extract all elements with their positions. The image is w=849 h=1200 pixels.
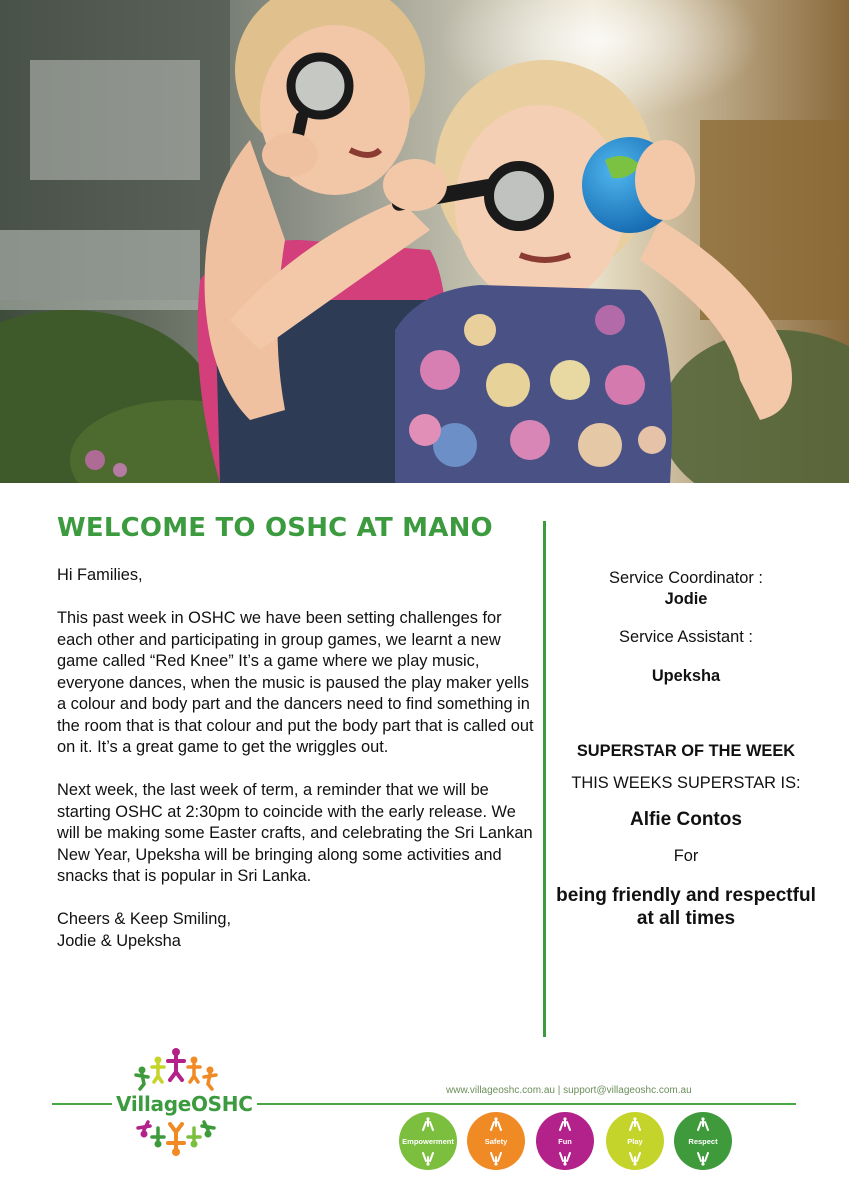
coordinator-label: Service Coordinator :: [609, 569, 763, 587]
letter-paragraph-2: Next week, the last week of term, a reminder that we will be starting OSHC at 2:30pm to coincide with the early release. We will be making some Easter crafts, and celebrating the Sri Lankan New Year, Upeksha will be bringing along some activities and snacks that is popular in Sri Lanka.: [57, 781, 533, 885]
people-icon: [674, 1152, 732, 1166]
superstar-reason: being friendly and respectful at all times: [556, 885, 816, 929]
value-badge-empowerment: [399, 1112, 457, 1170]
value-badge-fun: [536, 1112, 594, 1170]
value-label: Safety: [484, 1137, 508, 1146]
hero-photo: [0, 0, 849, 483]
superstar-subheading: THIS WEEKS SUPERSTAR IS:: [571, 774, 801, 792]
superstar-for-label: For: [673, 847, 699, 865]
contact-info: www.villageoshc.com.au | support@villageoshc.com.au: [446, 1085, 692, 1096]
assistant-label: Service Assistant :: [619, 628, 753, 646]
vertical-divider: [543, 521, 546, 1037]
coordinator-name: Jodie: [664, 590, 708, 608]
value-badge-safety: [467, 1112, 525, 1170]
value-label: Fun: [558, 1137, 572, 1146]
people-icon: [399, 1117, 457, 1131]
value-label: Play: [627, 1137, 643, 1146]
people-icon: [536, 1152, 594, 1166]
sidebar: [548, 568, 824, 930]
footer-line-left: [52, 1103, 112, 1105]
superstar-name: Alfie Contos: [630, 809, 742, 830]
people-icon: [674, 1117, 732, 1131]
children-with-magnifiers-illustration: [0, 0, 849, 483]
superstar-heading: SUPERSTAR OF THE WEEK: [576, 742, 796, 760]
people-icon: [606, 1117, 664, 1131]
assistant-name: Upeksha: [651, 667, 721, 685]
value-badge-respect: [674, 1112, 732, 1170]
people-icon: [467, 1117, 525, 1131]
signature: Jodie & Upeksha: [57, 931, 181, 950]
footer-line-right: [243, 1103, 796, 1105]
letter-paragraph-1: This past week in OSHC we have been setting challenges for each other and participating in group games, we learnt a new game called “Red Knee” It’s a game where we play music, everyone dances, when the music is paused the play maker yells a colour and body part and the dancers need to find something in the room that is that colour and put the body part that is called out on it. It’s a great game to get the wriggles out.: [57, 609, 534, 756]
page-title: WELCOME TO OSHC AT MANO: [57, 513, 493, 543]
signoff: Cheers & Keep Smiling,: [57, 910, 232, 928]
letter-body: [57, 565, 537, 952]
greeting: Hi Families,: [57, 566, 143, 584]
people-icon: [399, 1152, 457, 1166]
people-icon: [467, 1152, 525, 1166]
value-label: Respect: [688, 1137, 718, 1146]
value-label: Empowerment: [402, 1137, 454, 1146]
logo-wordmark: VillageOSHC: [112, 1092, 257, 1116]
value-badge-play: [606, 1112, 664, 1170]
people-icon: [606, 1152, 664, 1166]
people-icon: [536, 1117, 594, 1131]
